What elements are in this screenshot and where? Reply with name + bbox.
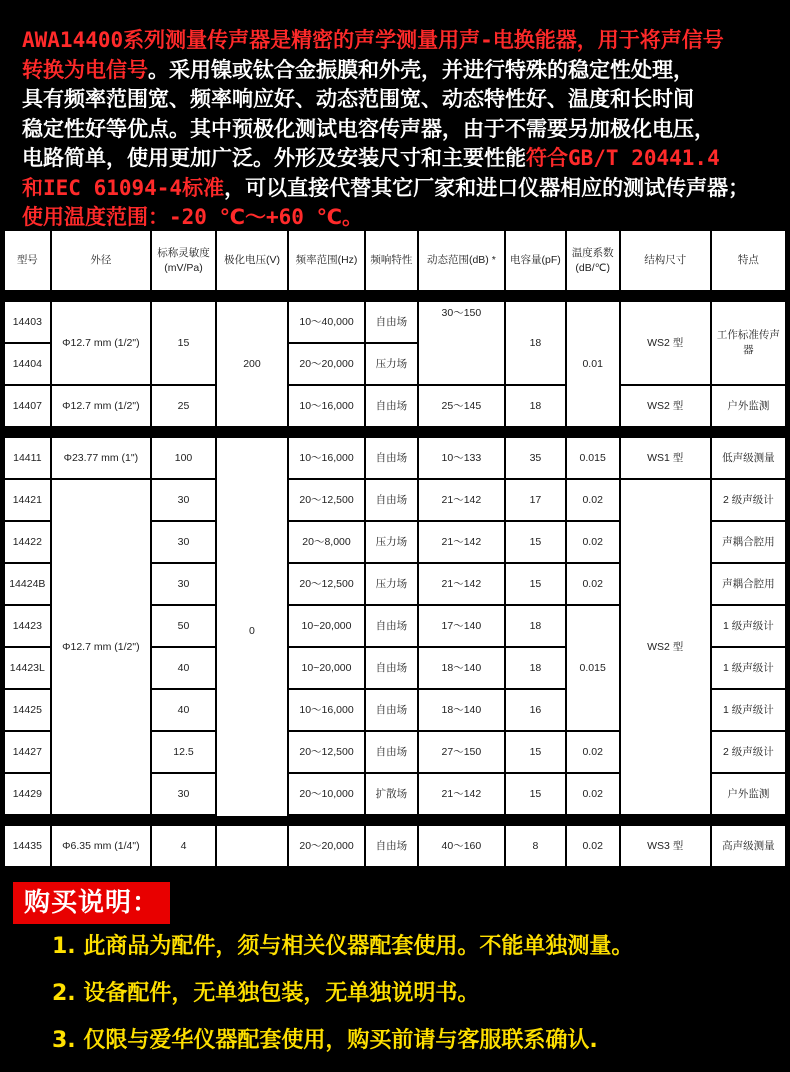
cell-temp-coeff: 0.01 bbox=[567, 302, 619, 426]
cell-model: 14427 bbox=[5, 732, 50, 772]
cell-diameter: Φ12.7 mm (1/2") bbox=[52, 386, 150, 426]
cell-capacitance: 8 bbox=[506, 826, 565, 866]
cell-polarization: 200 bbox=[217, 302, 287, 426]
cell-structure: WS2 型 bbox=[621, 386, 710, 426]
cell-dynamic-range: 18～140 bbox=[419, 690, 504, 730]
cell-response: 自由场 bbox=[366, 826, 417, 866]
cell-temp-coeff: 0.015 bbox=[567, 606, 619, 730]
cell-response: 压力场 bbox=[366, 344, 417, 384]
cell-response: 自由场 bbox=[366, 386, 417, 426]
cell-dynamic-range: 21～142 bbox=[419, 774, 504, 814]
cell-response: 自由场 bbox=[366, 480, 417, 520]
cell-dynamic-range: 17～140 bbox=[419, 606, 504, 646]
cell-feature: 户外监测 bbox=[712, 386, 785, 426]
cell-model: 14429 bbox=[5, 774, 50, 814]
cell-frequency: 20～12,500 bbox=[289, 564, 364, 604]
cell-model: 14423L bbox=[5, 648, 50, 688]
header-dynamic-range: 动态范围(dB) * bbox=[419, 231, 504, 290]
cell-temp-coeff: 0.02 bbox=[567, 522, 619, 562]
cell-frequency: 10～40,000 bbox=[289, 302, 364, 342]
intro-text bbox=[22, 26, 782, 233]
cell-diameter: Φ12.7 mm (1/2") bbox=[52, 302, 150, 384]
cell-dynamic-range: 27～150 bbox=[419, 732, 504, 772]
cell-response: 自由场 bbox=[366, 606, 417, 646]
cell-sensitivity: 12.5 bbox=[152, 732, 215, 772]
purchase-title: 购买说明： bbox=[13, 882, 170, 924]
cell-sensitivity: 40 bbox=[152, 648, 215, 688]
cell-temp-coeff: 0.02 bbox=[567, 480, 619, 520]
spec-table bbox=[3, 229, 787, 868]
table-row bbox=[5, 302, 785, 342]
purchase-note-3: 3. 仅限与爱华仪器配套使用，购买前请与客服联系确认. bbox=[52, 1028, 598, 1053]
cell-frequency: 20～20,000 bbox=[289, 344, 364, 384]
cell-sensitivity: 15 bbox=[152, 302, 215, 384]
purchase-notes bbox=[52, 928, 633, 1069]
cell-frequency: 20～20,000 bbox=[289, 826, 364, 866]
cell-sensitivity: 100 bbox=[152, 438, 215, 478]
cell-frequency: 10～16,000 bbox=[289, 386, 364, 426]
intro-line-1: AWA14400系列测量传声器是精密的声学测量用声-电换能器，用于将声信号 bbox=[22, 28, 724, 52]
cell-response: 压力场 bbox=[366, 522, 417, 562]
table-header-row bbox=[5, 231, 785, 290]
cell-model: 14435 bbox=[5, 826, 50, 866]
cell-capacitance: 15 bbox=[506, 774, 565, 814]
cell-feature: 1 级声级计 bbox=[712, 606, 785, 646]
cell-temp-coeff: 0.02 bbox=[567, 826, 619, 866]
cell-feature: 工作标准传声器 bbox=[712, 302, 785, 384]
cell-sensitivity: 30 bbox=[152, 774, 215, 814]
cell-response: 自由场 bbox=[366, 648, 417, 688]
table-row bbox=[5, 480, 785, 520]
cell-dynamic-range: 18～140 bbox=[419, 648, 504, 688]
purchase-note-1: 1. 此商品为配件，须与相关仪器配套使用。不能单独测量。 bbox=[52, 934, 634, 959]
intro-line-6-rest: ，可以直接代替其它厂家和进口仪器相应的测试传声器； bbox=[224, 175, 750, 200]
cell-feature: 声耦合腔用 bbox=[712, 564, 785, 604]
header-polarization: 极化电压(V) bbox=[217, 231, 287, 290]
cell-response: 自由场 bbox=[366, 438, 417, 478]
header-diameter: 外径 bbox=[52, 231, 150, 290]
intro-line-2-rest: 。采用镍或钛合金振膜和外壳，并进行特殊的稳定性处理， bbox=[148, 57, 694, 82]
intro-line-2-highlight: 转换为电信号 bbox=[22, 57, 148, 82]
cell-frequency: 20～12,500 bbox=[289, 732, 364, 772]
cell-dynamic-range: 21～142 bbox=[419, 522, 504, 562]
cell-diameter: Φ12.7 mm (1/2") bbox=[52, 480, 150, 814]
cell-capacitance: 35 bbox=[506, 438, 565, 478]
cell-response: 扩散场 bbox=[366, 774, 417, 814]
header-capacitance: 电容量(pF) bbox=[506, 231, 565, 290]
cell-capacitance: 15 bbox=[506, 564, 565, 604]
cell-sensitivity: 50 bbox=[152, 606, 215, 646]
header-response: 频响特性 bbox=[366, 231, 417, 290]
cell-structure: WS2 型 bbox=[621, 480, 710, 814]
header-model: 型号 bbox=[5, 231, 50, 290]
cell-feature: 声耦合腔用 bbox=[712, 522, 785, 562]
cell-model: 14407 bbox=[5, 386, 50, 426]
cell-feature: 2 级声级计 bbox=[712, 480, 785, 520]
cell-capacitance: 18 bbox=[506, 386, 565, 426]
cell-sensitivity: 30 bbox=[152, 522, 215, 562]
cell-response: 自由场 bbox=[366, 302, 417, 342]
cell-feature: 户外监测 bbox=[712, 774, 785, 814]
cell-dynamic-range: 10～133 bbox=[419, 438, 504, 478]
header-structure: 结构尺寸 bbox=[621, 231, 710, 290]
table-row bbox=[5, 438, 785, 478]
cell-dynamic-range: 40～160 bbox=[419, 826, 504, 866]
cell-sensitivity: 40 bbox=[152, 690, 215, 730]
header-frequency: 频率范围(Hz) bbox=[289, 231, 364, 290]
cell-temp-coeff: 0.02 bbox=[567, 732, 619, 772]
cell-model: 14404 bbox=[5, 344, 50, 384]
cell-frequency: 20～8,000 bbox=[289, 522, 364, 562]
cell-dynamic-range: 30～150 bbox=[419, 302, 504, 384]
cell-model: 14421 bbox=[5, 480, 50, 520]
cell-feature: 高声级测量 bbox=[712, 826, 785, 866]
cell-feature: 低声级测量 bbox=[712, 438, 785, 478]
cell-frequency: 10～16,000 bbox=[289, 690, 364, 730]
cell-model: 14425 bbox=[5, 690, 50, 730]
cell-capacitance: 18 bbox=[506, 302, 565, 384]
cell-structure: WS3 型 bbox=[621, 826, 710, 866]
intro-line-6 bbox=[22, 174, 782, 204]
cell-sensitivity: 30 bbox=[152, 480, 215, 520]
intro-line-5-highlight: 符合GB/T 20441.4 bbox=[526, 146, 720, 170]
cell-structure: WS1 型 bbox=[621, 438, 710, 478]
intro-line-5-text: 电路简单，使用更加广泛。外形及安装尺寸和主要性能 bbox=[22, 146, 526, 170]
cell-dynamic-range: 21～142 bbox=[419, 480, 504, 520]
purchase-note-2: 2. 设备配件，无单独包装，无单独说明书。 bbox=[52, 981, 480, 1006]
header-sensitivity: 标称灵敏度(mV/Pa) bbox=[152, 231, 215, 290]
cell-capacitance: 17 bbox=[506, 480, 565, 520]
cell-frequency: 10~20,000 bbox=[289, 648, 364, 688]
cell-capacitance: 18 bbox=[506, 648, 565, 688]
cell-polarization bbox=[217, 826, 287, 866]
cell-model: 14403 bbox=[5, 302, 50, 342]
intro-line-7: 使用温度范围：-20 ℃～+60 ℃。 bbox=[22, 205, 364, 229]
cell-capacitance: 18 bbox=[506, 606, 565, 646]
header-temp-coeff: 温度系数(dB/℃) bbox=[567, 231, 619, 290]
cell-feature: 2 级声级计 bbox=[712, 732, 785, 772]
cell-dynamic-range: 25～145 bbox=[419, 386, 504, 426]
cell-dynamic-range: 21～142 bbox=[419, 564, 504, 604]
cell-model: 14422 bbox=[5, 522, 50, 562]
intro-line-2 bbox=[22, 56, 782, 86]
cell-sensitivity: 30 bbox=[152, 564, 215, 604]
cell-model: 14411 bbox=[5, 438, 50, 478]
cell-frequency: 20～10,000 bbox=[289, 774, 364, 814]
intro-line-6-highlight: 和IEC 61094-4标准 bbox=[22, 175, 225, 200]
table-row bbox=[5, 386, 785, 426]
intro-line-3: 具有频率范围宽、频率响应好、动态范围宽、动态特性好、温度和长时间 bbox=[22, 87, 694, 111]
cell-frequency: 10～16,000 bbox=[289, 438, 364, 478]
cell-structure: WS2 型 bbox=[621, 302, 710, 384]
cell-temp-coeff: 0.015 bbox=[567, 438, 619, 478]
header-feature: 特点 bbox=[712, 231, 785, 290]
cell-frequency: 10~20,000 bbox=[289, 606, 364, 646]
cell-temp-coeff: 0.02 bbox=[567, 774, 619, 814]
cell-feature: 1 级声级计 bbox=[712, 690, 785, 730]
cell-polarization: 0 bbox=[217, 438, 287, 824]
intro-line-5 bbox=[22, 144, 782, 174]
cell-diameter: Φ6.35 mm (1/4") bbox=[52, 826, 150, 866]
cell-model: 14424B bbox=[5, 564, 50, 604]
cell-response: 压力场 bbox=[366, 564, 417, 604]
cell-capacitance: 15 bbox=[506, 522, 565, 562]
cell-sensitivity: 25 bbox=[152, 386, 215, 426]
cell-capacitance: 15 bbox=[506, 732, 565, 772]
cell-feature: 1 级声级计 bbox=[712, 648, 785, 688]
cell-capacitance: 16 bbox=[506, 690, 565, 730]
cell-frequency: 20～12,500 bbox=[289, 480, 364, 520]
table-row bbox=[5, 826, 785, 866]
cell-response: 自由场 bbox=[366, 690, 417, 730]
cell-diameter: Φ23.77 mm (1") bbox=[52, 438, 150, 478]
cell-sensitivity: 4 bbox=[152, 826, 215, 866]
intro-line-4: 稳定性好等优点。其中预极化测试电容传声器，由于不需要另加极化电压， bbox=[22, 116, 715, 141]
cell-model: 14423 bbox=[5, 606, 50, 646]
cell-response: 自由场 bbox=[366, 732, 417, 772]
cell-temp-coeff: 0.02 bbox=[567, 564, 619, 604]
